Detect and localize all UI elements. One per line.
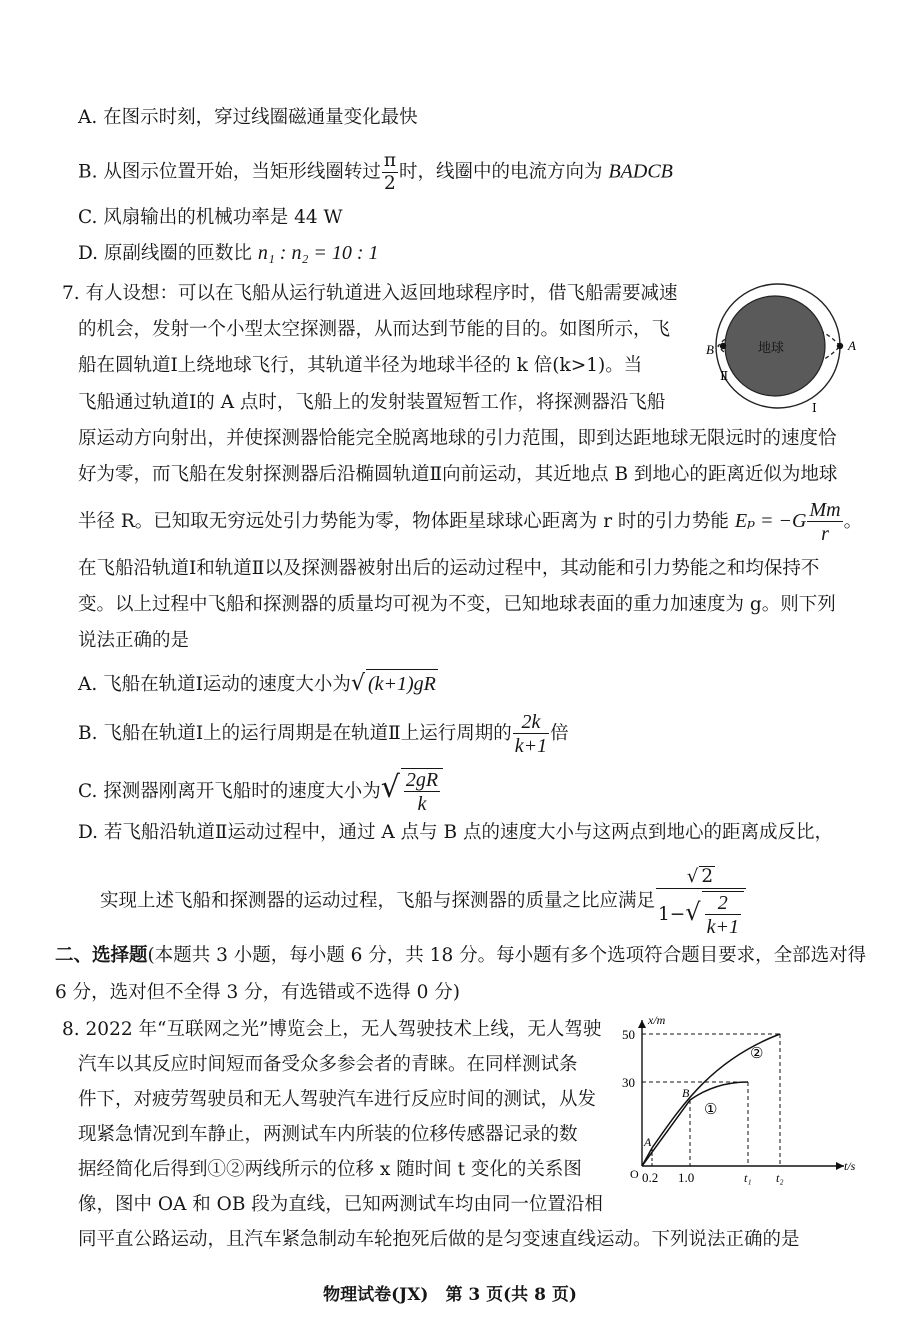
frac-num: 2gR xyxy=(405,769,439,791)
frac-den: k+1 xyxy=(514,735,548,757)
page-footer: 物理试卷(JX) 第 3 页(共 8 页) xyxy=(323,1285,577,1305)
q7-option-c-radicand xyxy=(401,768,443,814)
earth-label: 地球 xyxy=(758,340,785,355)
sqrt-sign: √ xyxy=(350,671,365,696)
inner-fraction xyxy=(705,893,741,937)
q7-line-7-end: 。 xyxy=(843,511,863,532)
y-tick-50: 50 xyxy=(622,1027,635,1042)
q7-line-7 xyxy=(78,500,862,544)
q7-line-5: 原运动方向射出，并使探测器恰能完全脱离地球的引力范围，即到达距地球无限远时的速度恰 xyxy=(78,428,837,449)
q7-potential-fraction xyxy=(807,500,842,544)
q7-option-a-expr: (k+1)gR xyxy=(366,669,438,697)
q7-line-1: 7. 有人设想：可以在飞船从运行轨道进入返回地球程序时，借飞船需要减速 xyxy=(62,283,678,304)
frac-den-prefix: 1− xyxy=(658,903,686,925)
q7-option-d-text: 实现上述飞船和探测器的运动过程，飞船与探测器的质量之比应满足 xyxy=(100,890,656,912)
frac-den: k+1 xyxy=(706,915,739,938)
q7-line-4: 飞船通过轨道Ⅰ的 A 点时，飞船上的发射装置短暂工作，将探测器沿飞船 xyxy=(78,392,666,413)
q7-line-2: 的机会，发射一个小型太空探测器，从而达到节能的目的。如图所示，飞 xyxy=(78,319,671,340)
x-axis-arrow-icon xyxy=(836,1162,844,1170)
x-tick-0-2: 0.2 xyxy=(642,1170,659,1185)
q7-line-8: 在飞船沿轨道Ⅰ和轨道Ⅱ以及探测器被射出后的运动过程中，其动能和引力势能之和均保持不 xyxy=(78,558,820,579)
q6-option-a: A. 在图示时刻，穿过线圈磁通量变化最快 xyxy=(78,107,418,128)
q6-option-b-text: B. 从图示位置开始，当矩形线圈转过 xyxy=(78,161,381,183)
q7-line-3: 船在圆轨道Ⅰ上绕地球飞行，其轨道半径为地球半径的 k 倍(k>1)。当 xyxy=(78,355,643,376)
point-a-label: A xyxy=(848,338,856,353)
q7-option-b-end: 倍 xyxy=(550,723,569,744)
frac-den-radicand xyxy=(702,891,744,937)
q7-option-d-line-1: D. 若飞船沿轨道Ⅱ运动过程中，通过 A 点与 B 点的速度大小与这两点到地心的距离成反比， xyxy=(78,822,833,843)
x-tick-t1: t₁ xyxy=(744,1171,752,1185)
q6-option-b-fraction xyxy=(382,152,398,193)
orbit-i-label: Ⅰ xyxy=(812,401,817,415)
q7-option-c-fraction xyxy=(404,770,440,814)
q6-option-b-path: BADCB xyxy=(608,160,673,183)
point-b-label: B xyxy=(682,1086,690,1100)
frac-num: Mm xyxy=(809,499,841,521)
y-tick-30: 30 xyxy=(622,1075,635,1090)
frac-num-radicand: 2 xyxy=(701,866,714,887)
q7-orbit-figure xyxy=(700,280,865,420)
point-a-marker xyxy=(837,343,843,349)
q8-line-5: 据经简化后得到①②两线所示的位移 x 随时间 t 变化的关系图 xyxy=(78,1159,582,1180)
q6-option-d xyxy=(78,240,379,267)
q7-option-a-text: A. 飞船在轨道Ⅰ运动的速度大小为 xyxy=(78,674,351,695)
q7-option-b xyxy=(78,712,569,756)
x-tick-t2: t₂ xyxy=(776,1171,784,1185)
section-2-instructions: (本题共 3 小题，每小题 6 分，共 18 分。每小题有多个选项符合题目要求，全部选对得 xyxy=(147,945,867,966)
point-b-label: B xyxy=(706,342,714,357)
curve-1-label: ① xyxy=(704,1102,718,1118)
section-2-line-2: 6 分，选对但不全得 3 分，有选错或不选得 0 分) xyxy=(55,982,460,1003)
q8-line-7: 同平直公路运动，且汽车紧急制动车轮抱死后做的是匀变速直线运动。下列说法正确的是 xyxy=(78,1229,800,1250)
q7-option-d-line-2 xyxy=(100,866,747,937)
y-axis-label: x/m xyxy=(648,1013,666,1027)
x-axis-label: t/s xyxy=(844,1159,856,1173)
curve-1 xyxy=(642,1082,748,1166)
q6-option-d-ratio: n₁ : n₂ = 10 : 1 xyxy=(257,242,379,264)
origin-label: O xyxy=(630,1167,639,1181)
frac-num: 2 xyxy=(705,893,741,915)
q6-option-d-text: D. 原副线圈的匝数比 xyxy=(78,243,252,264)
q8-line-6: 像，图中 OA 和 OB 段为直线，已知两测试车均由同一位置沿相 xyxy=(78,1194,603,1215)
frac-den: r xyxy=(821,523,829,545)
frac-num: √ 2 xyxy=(656,866,746,889)
x-tick-1-0: 1.0 xyxy=(678,1170,695,1185)
q7-option-c xyxy=(78,768,443,814)
q7-potential-energy: Eₚ = −G xyxy=(734,510,807,532)
q6-option-b-text2: 时，线圈中的电流方向为 xyxy=(399,161,603,183)
q6-option-c: C. 风扇输出的机械功率是 44 W xyxy=(78,207,343,228)
orbit-ii-label: Ⅱ xyxy=(720,369,729,383)
frac-den: 2 xyxy=(384,172,396,194)
q7-line-9: 变。以上过程中飞船和探测器的质量均可视为不变，已知地球表面的重力加速度为 g。则下列 xyxy=(78,594,836,615)
q7-option-a xyxy=(78,669,438,698)
q8-xt-graph xyxy=(612,1010,872,1190)
q8-line-2: 汽车以其反应时间短而备受众多参会者的青睐。在同样测试条 xyxy=(78,1054,578,1075)
q6-option-b xyxy=(78,152,673,193)
q7-option-b-fraction xyxy=(513,712,549,756)
q7-line-6: 好为零，而飞船在发射探测器后沿椭圆轨道Ⅱ向前运动，其近地点 B 到地心的距离近似为地球 xyxy=(78,464,838,485)
q8-line-3: 件下，对疲劳驾驶员和无人驾驶汽车进行反应时间的测试，从发 xyxy=(78,1089,597,1110)
point-a-label: A xyxy=(644,1135,652,1149)
section-2-title: 二、选择题 xyxy=(55,945,148,966)
curve-2-label: ② xyxy=(750,1046,764,1062)
frac-num: 2k xyxy=(513,712,549,734)
q8-line-1: 8. 2022 年“互联网之光”博览会上，无人驾驶技术上线，无人驾驶 xyxy=(62,1019,602,1040)
q7-option-b-text: B. 飞船在轨道Ⅰ上的运行周期是在轨道Ⅱ上运行周期的 xyxy=(78,723,512,744)
q7-line-10: 说法正确的是 xyxy=(78,630,190,651)
y-axis-arrow-icon xyxy=(638,1020,646,1028)
q7-option-c-text: C. 探测器刚离开飞船时的速度大小为 xyxy=(78,781,381,802)
q8-line-4: 现紧急情况到车静止，两测试车内所装的位移传感器记录的数 xyxy=(78,1124,578,1145)
sqrt-sign: √ xyxy=(380,770,400,805)
frac-den: k xyxy=(417,793,427,815)
q7-line-7-text: 半径 R。已知取无穷远处引力势能为零，物体距星球球心距离为 r 时的引力势能 xyxy=(78,511,729,532)
section-2-line-1 xyxy=(55,943,866,969)
q7-option-d-fraction xyxy=(656,866,746,937)
frac-num: π xyxy=(383,150,397,171)
frac-den: 1−√ $\frac{2}{k+1}$ xyxy=(656,889,746,937)
point-b-marker xyxy=(720,343,726,349)
